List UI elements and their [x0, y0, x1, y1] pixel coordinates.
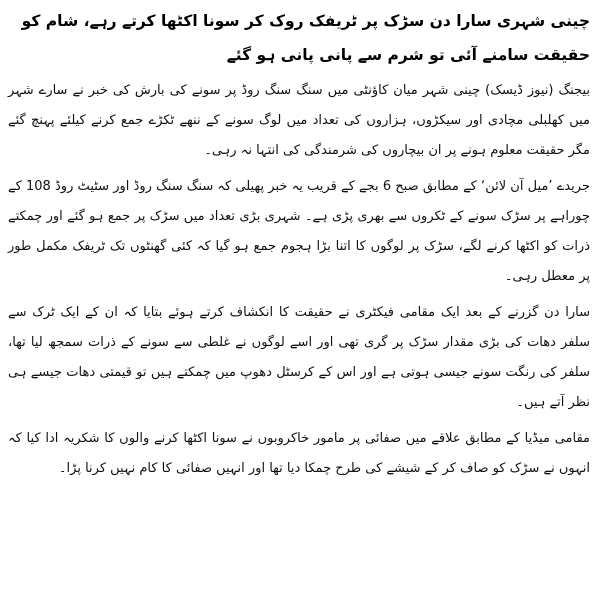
article [8, 4, 590, 490]
article-headline: چینی شہری سارا دن سڑک پر ٹریفک روک کر سونا اکٹھا کرتے رہے، شام کو حقیقت سامنے آئی تو شرم سے پانی پانی ہو گئے [21, 12, 590, 64]
article-paragraph-2: جریدے ’میل آن لائن‘ کے مطابق صبح 6 بجے کے قریب یہ خبر پھیلی کہ سنگ سنگ روڈ اور سٹیٹ روڈ 108 کے چوراہے پر سڑک سونے کے ٹکروں سے بھری پڑی ہے۔ شہری بڑی تعداد میں سڑک پر جمع ہو گئے اور چمکتے ذرات کو اکٹھا کرنے لگے، سڑک پر لوگوں کا اتنا بڑا ہجوم جمع ہو گیا کہ کئی گھنٹوں تک ٹریفک مکمل طور پر معطل رہی۔ [8, 179, 590, 284]
article-paragraph-1: بیجنگ (نیوز ڈیسک) چینی شہر میان کاؤنٹی میں سنگ سنگ روڈ پر سونے کی بارش کی خبر نے سارے شہر میں کھلبلی مچادی اور سیکڑوں، ہزاروں کی تعداد میں لوگ سونے کے ننھے ٹکڑے جمع کرنے کیلئے پہنچ گئے مگر حقیقت معلوم ہونے پر ان بیچاروں کی شرمندگی کی انتہا نہ رہی۔ [8, 83, 590, 158]
article-paragraph-3: سارا دن گزرنے کے بعد ایک مقامی فیکٹری نے حقیقت کا انکشاف کرتے ہوئے بتایا کہ ان کے ایک ٹرک سے سلفر دھات کی بڑی مقدار سڑک پر گری تھی اور اسے لوگوں نے غلطی سے سونے کے ذرات سمجھ لیا تھا، سلفر کی رنگت سونے جیسی ہوتی ہے اور اس کے کرسٹل دھوپ میں چمکتے ہیں تو قیمتی دھات جیسے ہی نظر آتے ہیں۔ [8, 305, 590, 410]
article-paragraph-4: مقامی میڈیا کے مطابق علاقے میں صفائی پر مامور خاکروبوں نے سونا اکٹھا کرنے والوں کا شکریہ ادا کیا کہ انہوں نے سڑک کو صاف کر کے شیشے کی طرح چمکا دیا تھا اور انہیں صفائی کا کام نہیں کرنا پڑا۔ [8, 431, 590, 476]
